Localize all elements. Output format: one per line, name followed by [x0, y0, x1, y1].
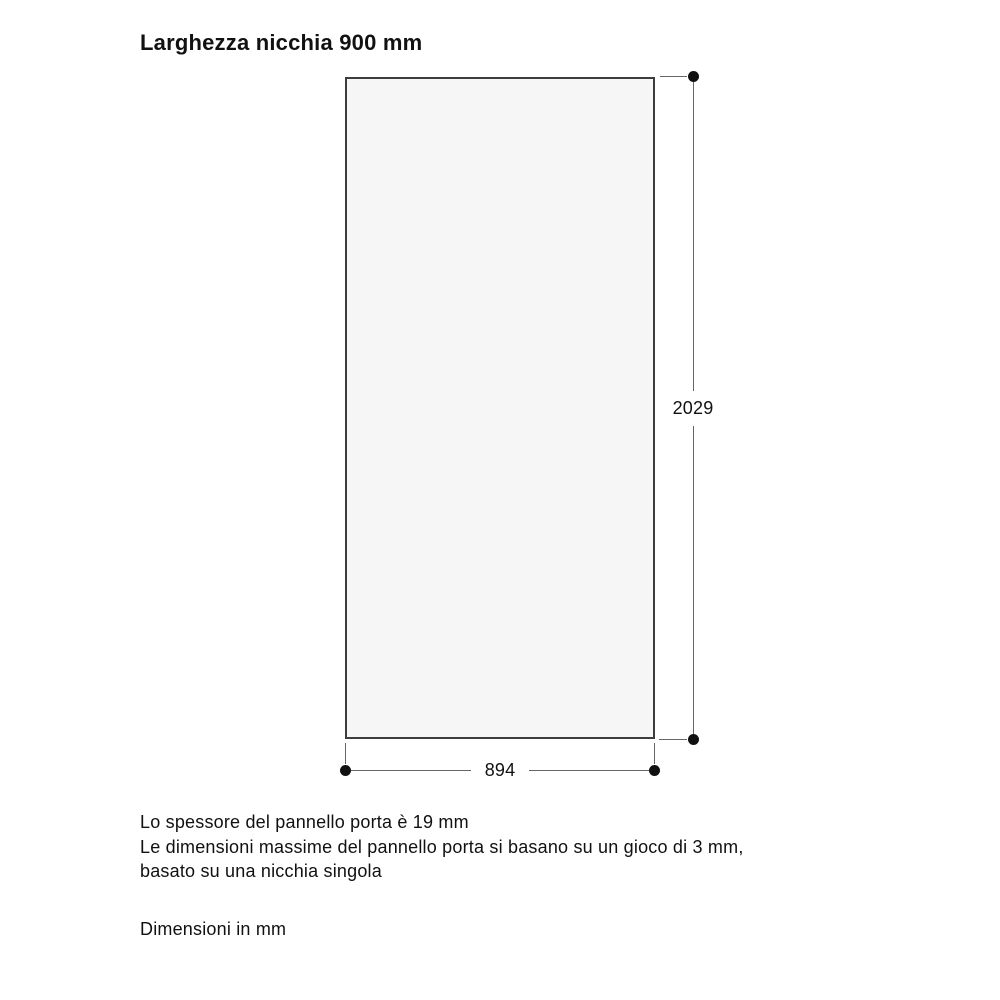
- notes-block: [140, 810, 744, 884]
- width-dimension-segment-right: [529, 770, 655, 771]
- width-dimension-value: 894: [484, 759, 516, 780]
- width-dimension-segment-left: [345, 770, 471, 771]
- dimension-endpoint-dot-left: [340, 765, 351, 776]
- note-line-1: Lo spessore del pannello porta è 19 mm: [140, 812, 469, 832]
- diagram-title: Larghezza nicchia 900 mm: [140, 30, 423, 55]
- height-dimension-value: 2029: [672, 397, 714, 418]
- height-dimension-segment-lower: [693, 426, 694, 741]
- note-line-3: basato su una nicchia singola: [140, 861, 382, 881]
- panel-rectangle: [345, 77, 655, 739]
- dimension-endpoint-dot-right: [649, 765, 660, 776]
- dimension-endpoint-dot-top: [688, 71, 699, 82]
- width-dimension-line: [345, 753, 655, 787]
- note-line-2: Le dimensioni massime del pannello porta si basano su un gioco di 3 mm,: [140, 836, 744, 857]
- dimension-endpoint-dot-bottom: [688, 734, 699, 745]
- dimensions-unit-note: Dimensioni in mm: [140, 919, 287, 939]
- height-dimension-line: [671, 76, 715, 740]
- height-dimension-segment-upper: [693, 76, 694, 391]
